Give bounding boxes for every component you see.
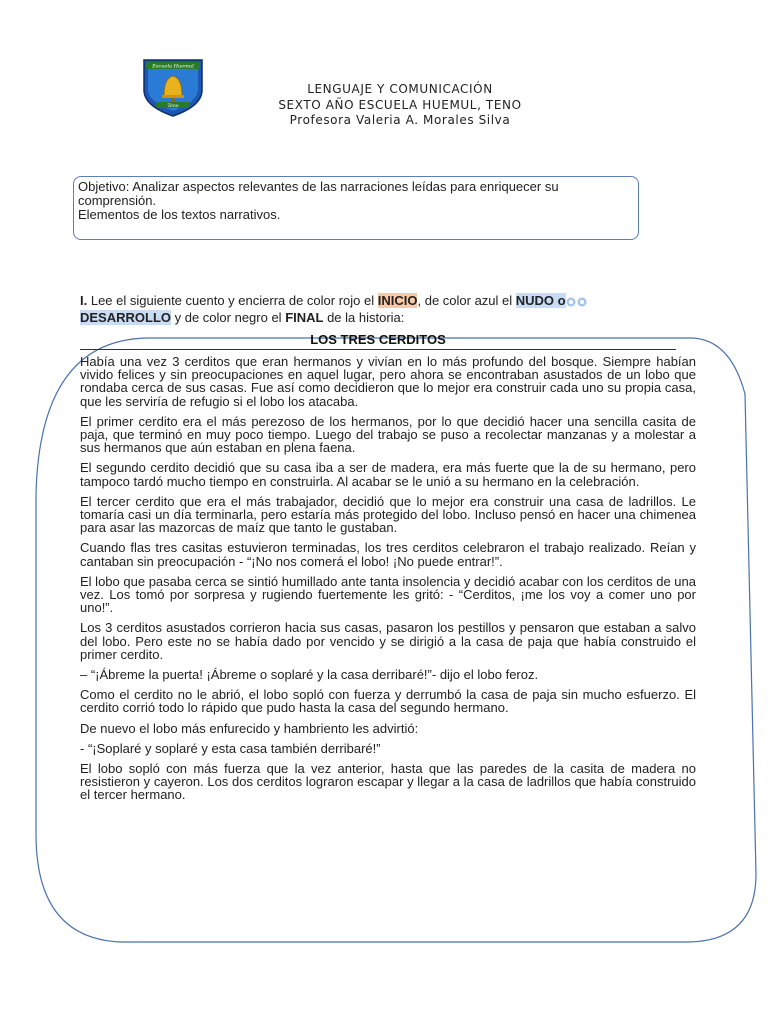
instruction-numeral: I. [80,293,88,308]
logo-top-text: Escuela Huemul [152,63,194,70]
story-paragraph: El lobo sopló con más fuerza que la vez anterior, hasta que las paredes de la casita de madera no resistieron y cayeron. Los dos cerditos lograron escapar y llegar a la casa de ladrillos que había construido el tercer hermano. [80,761,696,803]
story-paragraph: El lobo que pasaba cerca se sintió humillado ante tanta insolencia y decidió acabar con los cerditos de una vez. Los tomó por sorpresa y rugiendo fuertemente les gritó: - “Cerditos, ¡me los voy a comer uno por uno!”. [80,573,696,616]
logo-bottom-text: Teno [167,104,179,109]
instruction-part-3: y de color negro el [171,310,286,325]
objective-line-3: Elementos de los textos narrativos. [78,207,281,222]
story-paragraph: Como el cerdito no le abrió, el lobo sopló con fuerza y derrumbó la casa de paja sin mucho esfuerzo. El cerdito corrió todo lo rápido que pudo hasta la casa del segundo hermano. [80,687,696,716]
keyword-nudo: NUDO o [515,293,566,308]
teacher-name: Profesora Valeria A. Morales Silva [289,113,511,127]
document-header [200,82,600,129]
school-logo [138,56,208,118]
story-paragraph: Los 3 cerditos asustados corrieron hacia sus casas, pasaron los pestillos y pensaron que estaban a salvo del lobo. Pero este no se había dado por vencido y se dirigió a la casa de paja que había construido el primer cerdito. [80,620,696,662]
story-paragraph: Cuando flas tres casitas estuvieron terminadas, los tres cerditos celebraron el trabajo realizado. Reían y cantaban sin preocupación - “¡No nos comerá el lobo! ¡No puede entrar!”. [80,540,696,569]
instruction-part-2: , de color azul el [417,293,516,308]
story-paragraph: – “¡Ábreme la puerta! ¡Ábreme o soplaré y la casa derribaré!”- dijo el lobo feroz. [80,667,539,683]
keyword-desarrollo: DESARROLLO [80,310,171,325]
story-paragraph: El segundo cerdito decidió que su casa iba a ser de madera, era más fuerte que la de su hermano, pero tampoco tardó mucho tiempo en construirla. Al acabar se le unió a su hermano en la celebración. [80,460,696,489]
story-paragraph: Había una vez 3 cerditos que eran hermanos y vivían en lo más profundo del bosque. Siempre habían vivido felices y sin preocupaciones en aquel lugar, pero ahora se encontraban asustados de un lobo que rondaba cerca de sus casas. Fue así como decidieron que lo mejor era construir cada uno su propia casa, que les serviría de refugio si el lobo los atacaba. [80,354,696,409]
story-paragraph: De nuevo el lobo más enfurecido y hambriento les advirtió: [80,720,419,736]
keyword-final: FINAL [285,310,324,325]
highlight-dots-icon [566,296,588,308]
objective-box [73,176,639,240]
story-paragraph: El primer cerdito era el más perezoso de los hermanos, por lo que decidió hacer una sencilla casita de paja, que terminó en muy poco tiempo. Luego del trabajo se puso a recolectar manzanas y a molestar a sus hermanos que aún estaban en plena faena. [80,413,696,456]
objective-line-1: Objetivo: Analizar aspectos relevantes de las narraciones leídas para enriquecer su [78,179,559,194]
instruction-part-4: de la historia: [323,310,405,325]
story-paragraph: El tercer cerdito que era el más trabajador, decidió que lo mejor era construir una casa de ladrillos. Le tomaría casi un día terminarla, pero estaría más protegido del lobo. Incluso pensó en hacer una chimenea para asar las mazorcas de maíz que tanto le gustaban. [80,493,696,536]
keyword-inicio: INICIO [377,293,418,308]
story-body [80,355,696,809]
school-title: SEXTO AÑO ESCUELA HUEMUL, TENO [278,97,522,112]
story-title: LOS TRES CERDITOS [80,332,676,350]
subject-title: LENGUAJE Y COMUNICACIÓN [307,82,493,96]
story-paragraph: - “¡Soplaré y soplaré y esta casa también derribaré!” [80,740,381,756]
instruction-part-1: Lee el siguiente cuento y encierra de color rojo el [87,293,378,308]
instruction-text [80,292,680,326]
objective-line-2: comprensión. [78,193,157,208]
